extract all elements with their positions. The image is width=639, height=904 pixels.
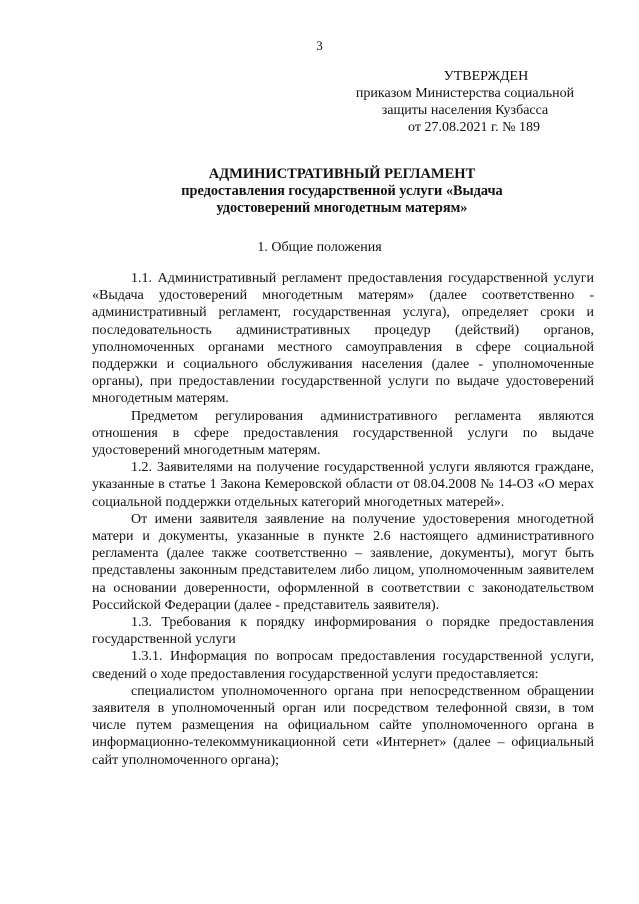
title-line-1: АДМИНИСТРАТИВНЫЙ РЕГЛАМЕНТ bbox=[208, 166, 476, 182]
section-heading: 1. Общие положения bbox=[257, 240, 382, 255]
approval-line-4: от 27.08.2021 г. № 189 bbox=[408, 120, 540, 135]
document-body bbox=[92, 270, 594, 769]
title-line-2: предоставления государственной услуги «Выдача bbox=[181, 183, 503, 199]
page-number: 3 bbox=[316, 38, 323, 53]
approval-line-1: УТВЕРЖДЕН bbox=[443, 69, 529, 84]
document-title bbox=[92, 166, 592, 217]
approval-line-3: защиты населения Кузбасса bbox=[381, 103, 549, 118]
paragraph: Предметом регулирования административного регламента являются отношения в сфере предоставления государственной услуги по выдаче удостоверений многодетным матерям. bbox=[92, 408, 594, 459]
approval-stamp bbox=[300, 68, 630, 136]
title-line-3: удостоверений многодетным матерям» bbox=[216, 200, 468, 216]
paragraph: 1.3. Требования к порядку информирования о порядке предоставления государственной услуги bbox=[92, 615, 594, 648]
paragraph: 1.1. Административный регламент предоставления государственной услуги «Выдача удостоверений многодетным матерям» (далее соответственно - административный регламент, государственная услуга), определяет сроки и последовательность административных процедур (действий) органов, уполномоченных органами местного самоуправления в сфере социальной поддержки и социального обслуживания населения (далее - уполномоченные органы), при предоставлении государственной услуги по выдаче удостоверений многодетным матерям. bbox=[92, 271, 594, 407]
approval-line-2: приказом Министерства социальной bbox=[355, 86, 575, 101]
paragraph: 1.3.1. Информация по вопросам предоставления государственной услуги, сведений о ходе предоставления государственной услуги предоставляется: bbox=[92, 649, 594, 682]
paragraph: специалистом уполномоченного органа при непосредственном обращении заявителя в уполномоченный орган или посредством телефонной связи, в том числе путем размещения на официальном сайте уполномоченного органа в информационно-телекоммуникационной сети «Интернет» (далее – официальный сайт уполномоченного органа); bbox=[92, 683, 594, 768]
paragraph: От имени заявителя заявление на получение удостоверения многодетной матери и документы, указанные в пункте 2.6 настоящего административного регламента (далее также соответственно – заявление, документы), могут быть представлены законным представителем либо лицом, уполномоченным заявителем на основании доверенности, оформленной в соответствии с законодательством Российской Федерации (далее - представитель заявителя). bbox=[92, 511, 594, 613]
paragraph: 1.2. Заявителями на получение государственной услуги являются граждане, указанные в статье 1 Закона Кемеровской области от 08.04.2008 № 14-ОЗ «О мерах социальной поддержки отдельных категорий многодетных матерей». bbox=[92, 460, 594, 510]
